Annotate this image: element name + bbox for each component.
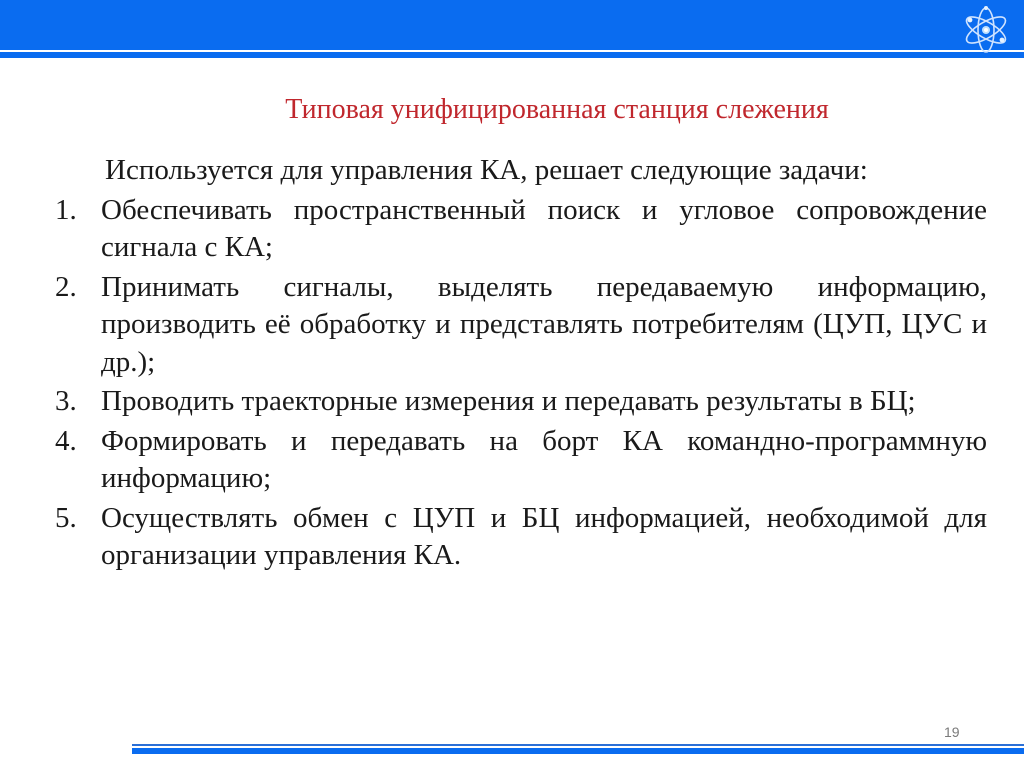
header-rule bbox=[0, 52, 1024, 58]
list-item bbox=[55, 383, 987, 421]
footer-rule bbox=[132, 744, 1024, 746]
list-item-text: Обеспечивать пространственный поиск и угловое сопровождение сигнала с КА; bbox=[101, 193, 987, 263]
list-item-text: Проводить траекторные измерения и передавать результаты в БЦ; bbox=[101, 385, 916, 417]
list-item bbox=[55, 423, 987, 498]
list-item bbox=[55, 192, 987, 267]
list-item-number: 5. bbox=[55, 501, 77, 534]
page-number: 19 bbox=[944, 724, 960, 740]
intro-paragraph: Используется для управления КА, решает следующие задачи: bbox=[105, 154, 868, 186]
list-item-text: Формировать и передавать на борт КА командно-программную информацию; bbox=[101, 424, 987, 494]
list-item-text: Осуществлять обмен с ЦУП и БЦ информацией, необходимой для организации управления КА. bbox=[101, 501, 987, 571]
list-item-number: 1. bbox=[55, 193, 77, 226]
header-band bbox=[0, 0, 1024, 52]
slide-title: Типовая унифицированная станция слежения bbox=[285, 94, 829, 125]
list-item-text: Принимать сигналы, выделять передаваемую информацию, производить её обработку и представлять потребителям (ЦУП, ЦУС и др.); bbox=[101, 270, 987, 378]
slide-body bbox=[55, 152, 987, 577]
list-item-number: 4. bbox=[55, 424, 77, 457]
list-item bbox=[55, 500, 987, 575]
list-item-number: 3. bbox=[55, 385, 77, 417]
footer-band bbox=[132, 748, 1024, 754]
list-item bbox=[55, 269, 987, 382]
atom-icon bbox=[956, 2, 1016, 58]
list-item-number: 2. bbox=[55, 270, 77, 303]
